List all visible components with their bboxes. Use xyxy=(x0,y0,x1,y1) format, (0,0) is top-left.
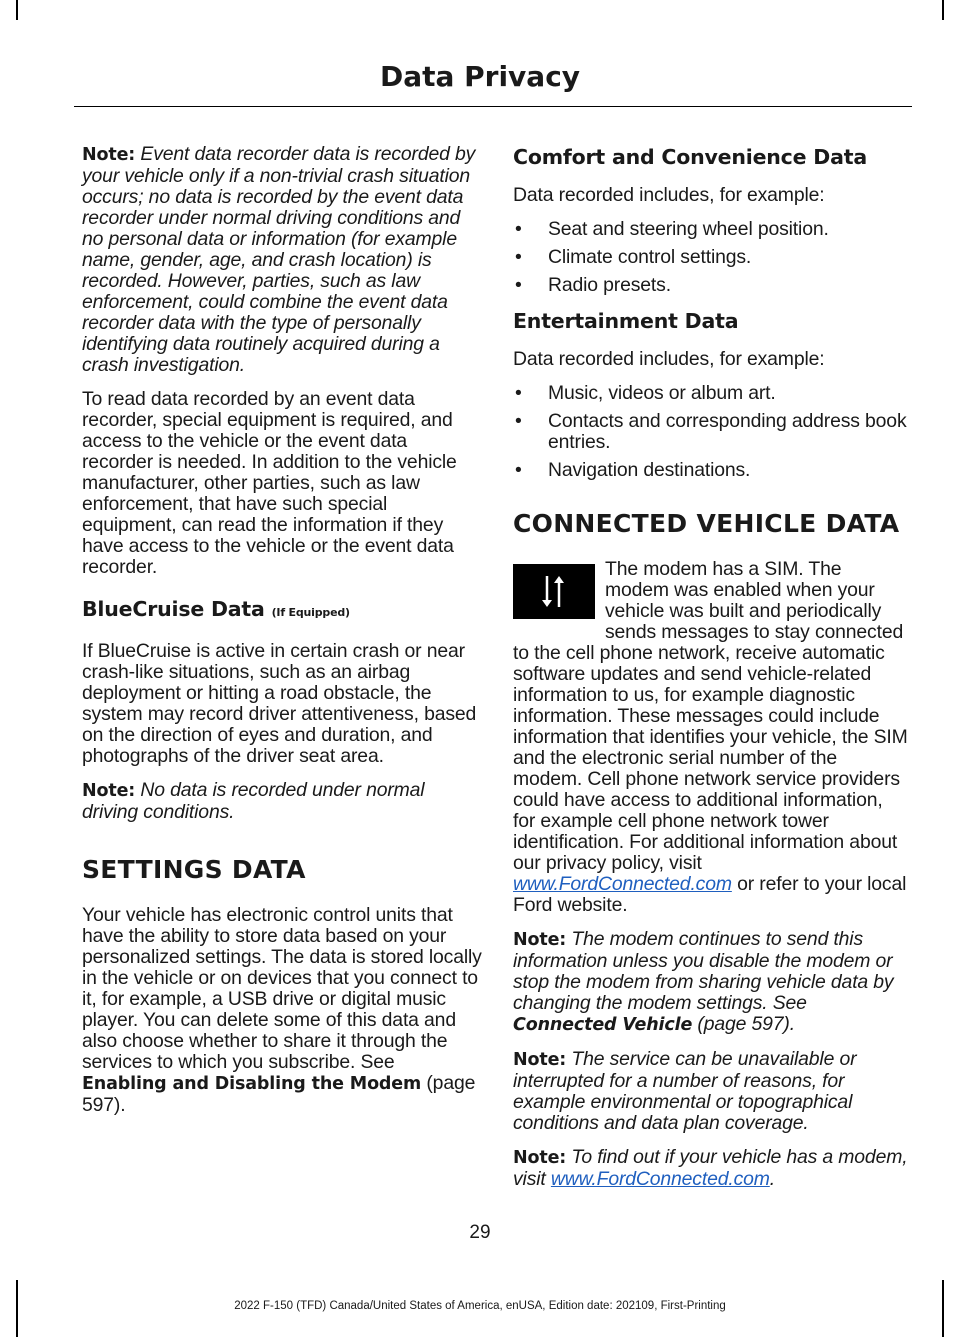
page-title: Data Privacy xyxy=(379,60,581,93)
list-item xyxy=(513,219,908,240)
right-column xyxy=(513,144,908,1203)
note-label: Note: xyxy=(513,1148,567,1168)
settings-data-heading: SETTINGS DATA xyxy=(82,855,306,884)
note-label: Note: xyxy=(513,1050,567,1070)
note-text: The service can be unavailable or interrupted for a number of reasons, for example environmental or topographical conditions and data plan coverage. xyxy=(513,1048,857,1134)
connected-vehicle-xref-link[interactable]: Connected Vehicle xyxy=(513,1015,693,1035)
modem-arrows-icon xyxy=(513,564,595,619)
bluecruise-heading-text: BlueCruise Data xyxy=(82,597,265,621)
bluecruise-paragraph: If BlueCruise is active in certain crash or near crash-like situations, such as an airbag deployment or hitting a road obstacle, the system may record driver attentiveness, based on the direction of eyes and duration, and photographs of the driver seat area. xyxy=(82,640,477,767)
note-label: Note: xyxy=(513,930,567,950)
footer-edition: 2022 F-150 (TFD) Canada/United States of America, enUSA, Edition date: 202109, First-Printing xyxy=(234,1300,726,1312)
ford-connected-link[interactable]: www.FordConnected.com xyxy=(550,1168,770,1190)
crop-mark-top-left xyxy=(16,0,18,20)
connected-paragraph xyxy=(513,559,908,916)
note-normal-driving xyxy=(82,780,482,823)
note-modem-continues xyxy=(513,929,908,1036)
bullet: • xyxy=(515,218,522,240)
bullet: • xyxy=(515,382,522,404)
entertainment-heading: Entertainment Data xyxy=(513,309,739,333)
bluecruise-heading xyxy=(82,596,482,626)
page-reference: (page 597). xyxy=(82,1072,476,1116)
modem-icon xyxy=(513,564,595,619)
note-edr xyxy=(82,144,482,376)
settings-text: Your vehicle has electronic control units that have the ability to store data based on your personalized settings. The data is stored locally in the vehicle or on devices that you connect to it, for example, a USB drive or digital music player. You can delete some of this data and also choose whether to share it through the services to which you subscribe. See xyxy=(82,904,482,1073)
left-column xyxy=(82,144,482,1129)
connected-text: The modem has a SIM. The modem was enabled when your vehicle was built and periodically sends messages to stay connected to the cell phone network, receive automatic software updates and send vehicle-related information to us, for example diagnostic information. These messages could include information that identifies your vehicle, the SIM and the electronic serial number of the modem. Cell phone network service providers could have access to additional information, for example cell phone network tower identification. For additional information about our privacy policy, visit xyxy=(513,558,908,874)
note-find-modem xyxy=(513,1147,908,1190)
note-service-unavailable xyxy=(513,1049,908,1134)
comfort-intro: Data recorded includes, for example: xyxy=(513,184,825,206)
list-item-text: Radio presets. xyxy=(548,274,671,296)
list-item xyxy=(513,275,908,296)
list-item-text: Climate control settings. xyxy=(548,246,752,268)
entertainment-list xyxy=(513,383,908,481)
connected-vehicle-heading: CONNECTED VEHICLE DATA xyxy=(513,509,900,538)
note-label: Note: xyxy=(82,781,136,801)
connected-text-end: or refer to your local Ford website. xyxy=(513,873,907,916)
page-number: 29 xyxy=(469,1222,491,1243)
list-item xyxy=(513,383,908,404)
bullet: • xyxy=(515,459,522,481)
comfort-list xyxy=(513,219,908,296)
crop-mark-top-right xyxy=(942,0,944,20)
page-reference: (page 597). xyxy=(697,1013,795,1035)
note-text: Event data recorder data is recorded by your vehicle only if a non-trivial crash situation occurs; no data is recorded by the event data recorder under normal driving conditions and no personal data or information (for example name, gender, age, and crash location) is recorded. However, parties, such as law enforcement, could combine the event data recorder data with the type of personally identifying data routinely acquired during a crash investigation. xyxy=(82,143,476,376)
list-item-text: Navigation destinations. xyxy=(548,459,751,481)
bullet: • xyxy=(515,410,522,432)
list-item xyxy=(513,247,908,268)
note-label: Note: xyxy=(82,145,136,165)
ford-connected-link[interactable]: www.FordConnected.com xyxy=(513,873,732,895)
note-text: No data is recorded under normal driving conditions. xyxy=(82,779,425,823)
comfort-heading: Comfort and Convenience Data xyxy=(513,145,867,169)
entertainment-intro: Data recorded includes, for example: xyxy=(513,348,825,370)
list-item xyxy=(513,411,908,453)
bullet: • xyxy=(515,274,522,296)
list-item-text: Contacts and corresponding address book entries. xyxy=(548,410,907,453)
bullet: • xyxy=(515,246,522,268)
list-item-text: Seat and steering wheel position. xyxy=(548,218,829,240)
note-end: . xyxy=(769,1168,776,1190)
list-item xyxy=(513,460,908,481)
list-item-text: Music, videos or album art. xyxy=(548,382,776,404)
edr-paragraph: To read data recorded by an event data recorder, special equipment is required, and access to the vehicle or the event data recorder is needed. In addition to the vehicle manufacturer, other parties, such as law enforcement, that have such special equipment, can read the information if they have access to the vehicle or the event data recorder. xyxy=(82,388,457,578)
if-equipped-label: (If Equipped) xyxy=(271,606,350,619)
modem-xref-link[interactable]: Enabling and Disabling the Modem xyxy=(82,1074,422,1094)
note-text: The modem continues to send this information unless you disable the modem or stop the modem from sharing vehicle data by changing the modem settings. See xyxy=(513,928,894,1014)
header-divider xyxy=(74,106,912,107)
settings-paragraph xyxy=(82,905,482,1116)
note-text: To find out if your vehicle has a modem, visit xyxy=(513,1146,908,1190)
